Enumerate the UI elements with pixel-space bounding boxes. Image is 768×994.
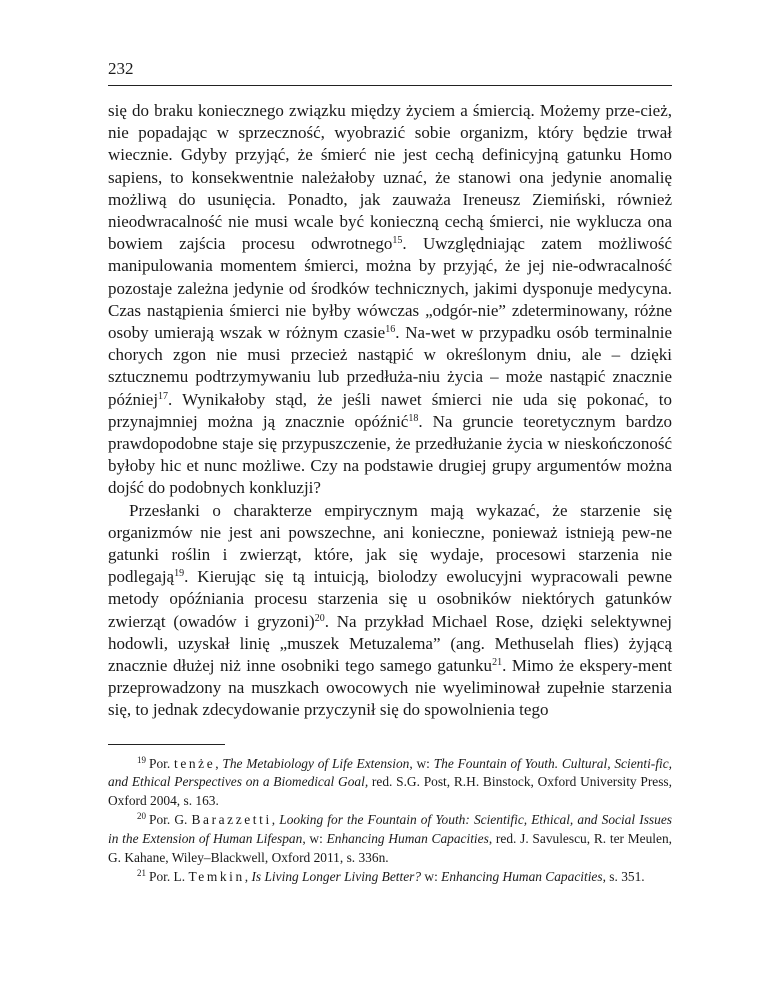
text-run: red. S.G. Post, R.H. Binstock, Oxford University Press, Oxford 2004, s. 163.: [108, 774, 672, 808]
footnote: [108, 868, 672, 887]
footnote-reference: 17: [158, 390, 169, 402]
footnote-number: 21: [137, 868, 146, 879]
book-page: [108, 58, 672, 888]
footnote: [108, 811, 672, 867]
footnote: [108, 755, 672, 811]
text-run: , w:: [409, 755, 434, 771]
body-text: [108, 100, 672, 722]
header-rule: [108, 85, 672, 86]
paragraph: [108, 100, 672, 500]
footnote-reference: 15: [392, 235, 403, 247]
text-run: w:: [421, 869, 442, 885]
text-run: . Kierując się tą intuicją, biolodzy ewolucyjni wypracowali pewne metody opóźniania procesu starzenia się u osobników niektórych gatunków zwierząt (owadów i gryzoni): [108, 567, 672, 631]
italic-title: The Fountain of Youth. Cultural, Scienti-fic, and Ethical Perspectives on a Biomedical Goal,: [108, 755, 672, 790]
footnote-reference: 20: [314, 612, 325, 624]
page-number: 232: [108, 59, 134, 78]
text-run: Por. L.: [149, 869, 189, 885]
footnotes: [108, 755, 672, 887]
italic-title: The Metabiology of Life Extension: [222, 755, 410, 771]
text-run: Por.: [149, 755, 174, 771]
italic-title: Enhancing Human Capacities: [441, 869, 603, 885]
author-name: Temkin: [188, 869, 245, 885]
footnote-reference: 19: [174, 568, 185, 580]
text-run: . Na gruncie teoretycznym bardzo prawdopodobne staje się przypuszczenie, że przedłużanie życia w nieskończoność byłoby hic et nunc możliwe. Czy na podstawie drugiej grupy argumentów można dojść do podobnych konkluzji?: [108, 411, 672, 498]
text-run: Por. G.: [149, 812, 192, 828]
italic-title: Is Living Longer Living Better?: [251, 869, 422, 885]
text-run: . Wynikałoby stąd, że jeśli nawet śmierci nie uda się pokonać, to przynajmniej można ją znacznie opóźnić: [108, 389, 672, 431]
text-run: ,: [244, 869, 252, 885]
footnote-separator: [108, 744, 225, 745]
text-run: , s. 351.: [602, 869, 645, 885]
text-run: . Mimo że ekspery-ment przeprowadzony na muszkach owocowych nie wyeliminował zupełnie starzenia się, to jednak zdecydowanie przyczynił się do spowolnienia tego: [108, 656, 672, 720]
author-name: Barazzetti: [191, 812, 272, 828]
paragraph: [108, 500, 672, 722]
footnote-number: 20: [137, 811, 146, 822]
author-name: tenże: [174, 755, 216, 771]
text-run: . Na-wet w przypadku osób terminalnie chorych zgon nie musi przecież nastąpić w określonym dniu, ale – dzięki sztucznemu podtrzymywaniu lub przedłuża-niu życia – może nastąpić znacznie później: [108, 323, 673, 409]
text-run: ,: [271, 812, 280, 828]
italic-title: Looking for the Fountain of Youth: Scientific, Ethical, and Social Issues in the Extension of Human Lifespan: [108, 812, 672, 847]
text-run: , w:: [302, 831, 327, 847]
footnote-reference: 21: [492, 657, 503, 669]
text-run: , red. J. Savulescu, R. ter Meulen, G. Kahane, Wiley–Blackwell, Oxford 2011, s. 336n.: [108, 831, 672, 865]
footnote-reference: 16: [385, 324, 396, 336]
text-run: . Na przykład Michael Rose, dzięki selektywnej hodowli, uzyskał linię „muszek Metuzalema” (ang. Methuselah flies) żyjącą znacznie dłużej niż inne osobniki tego samego gatunku: [108, 611, 673, 676]
footnote-reference: 18: [408, 412, 419, 424]
text-run: się do braku koniecznego związku między życiem a śmiercią. Możemy prze-cież, nie popadając w sprzeczność, wyobrazić sobie organizm, który będzie trwał wiecznie. Gdyby przyjąć, że śmierć nie jest cechą definicyjną gatunku Homo sapiens, to konsekwentnie należałoby uznać, że stanowi ona jedynie anomalię możliwą do usunięcia. Ponadto, jak zauważa Ireneusz Ziemiński, również nieodwracalność nie musi wcale być konieczną cechą śmierci, nie wyklucza ona bowiem zajścia procesu odwrotnego: [108, 101, 672, 254]
italic-title: Enhancing Human Capacities: [326, 831, 489, 847]
text-run: Przesłanki o charakterze empirycznym mają wykazać, że starzenie się organizmów nie jest ani powszechne, ani konieczne, ponieważ istnieją pew-ne gatunki roślin i zwierząt, które, jak się wydaje, procesowi starzenia nie podlegają: [108, 500, 672, 587]
text-run: . Uwzględniając zatem możliwość manipulowania momentem śmierci, można by przyjąć, że jej nie-odwracalność pozostaje zależna jedynie od środków technicznych, jakimi dysponuje medycyna. Czas nastąpienia śmierci nie byłby wówczas „odgór-nie” zdeterminowany, różne osoby umierają wszak w różnym czasie: [108, 234, 672, 343]
footnote-number: 19: [137, 754, 146, 765]
text-run: ,: [215, 755, 223, 771]
